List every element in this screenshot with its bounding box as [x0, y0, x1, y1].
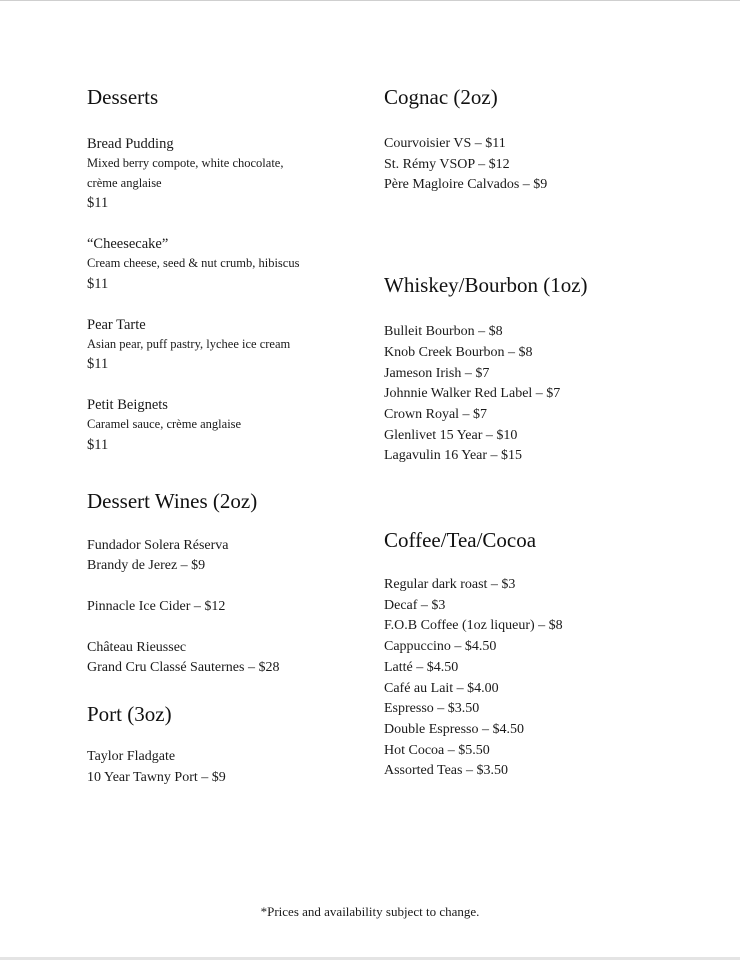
wine-line: Fundador Solera Réserva [87, 537, 229, 553]
wine-line: Grand Cru Classé Sauternes – $28 [87, 660, 280, 676]
dessert-description: Caramel sauce, crème anglaise [87, 417, 242, 431]
dessert-wines-section [87, 488, 367, 680]
cognac-list [384, 134, 684, 196]
cognac-item: Courvoisier VS – $11 [384, 136, 506, 151]
dessert-name: “Cheesecake” [87, 236, 169, 252]
dessert-price: $11 [87, 195, 109, 211]
coffee-item: Hot Cocoa – $5.50 [384, 742, 490, 758]
wine-item [87, 638, 367, 679]
dessert-name: Petit Beignets [87, 397, 168, 413]
wine-item [87, 597, 367, 618]
top-border [0, 0, 740, 1]
whiskey-heading: Whiskey/Bourbon (1oz) [384, 273, 588, 298]
footnote: *Prices and availability subject to change. [260, 904, 480, 919]
whiskey-item: Johnnie Walker Red Label – $7 [384, 386, 561, 402]
dessert-name: Pear Tarte [87, 316, 146, 333]
coffee-item: Decaf – $3 [384, 597, 446, 613]
wine-line: Château Rieussec [87, 639, 187, 655]
dessert-item-cheesecake [87, 234, 367, 294]
dessert-wines-heading: Dessert Wines (2oz) [87, 488, 258, 513]
wine-line: Brandy de Jerez – $9 [87, 558, 206, 574]
coffee-section [384, 527, 684, 782]
dessert-description: Cream cheese, seed & nut crumb, hibiscus [87, 256, 300, 270]
coffee-item: Assorted Teas – $3.50 [384, 763, 508, 779]
wine-line: Pinnacle Ice Cider – $12 [87, 598, 226, 614]
whiskey-item: Knob Creek Bourbon – $8 [384, 344, 533, 360]
coffee-item: F.O.B Coffee (1oz liqueur) – $8 [384, 618, 563, 634]
dessert-description: Mixed berry compote, white chocolate, [87, 156, 284, 170]
dessert-description: Asian pear, puff pastry, lychee ice cream [87, 336, 291, 351]
coffee-item: Cappuccino – $4.50 [384, 639, 497, 655]
wine-item [87, 536, 367, 577]
dessert-item-bread-pudding [87, 134, 367, 213]
dessert-price: $11 [87, 436, 109, 453]
cognac-item: St. Rémy VSOP – $12 [384, 156, 510, 172]
cognac-heading: Cognac (2oz) [384, 85, 498, 109]
cognac-item: Père Magloire Calvados – $9 [384, 177, 548, 193]
coffee-item: Espresso – $3.50 [384, 701, 480, 717]
port-section [87, 701, 367, 788]
left-column [87, 84, 367, 788]
whiskey-item: Bulleit Bourbon – $8 [384, 324, 503, 340]
port-line: 10 Year Tawny Port – $9 [87, 769, 226, 785]
port-line: Taylor Fladgate [87, 749, 176, 765]
coffee-item: Regular dark roast – $3 [384, 577, 516, 593]
dessert-description: crème anglaise [87, 175, 162, 190]
whiskey-section [384, 272, 684, 467]
desserts-heading: Desserts [87, 85, 159, 109]
dessert-price: $11 [87, 275, 109, 292]
right-column [384, 84, 684, 782]
dessert-price: $11 [87, 356, 109, 372]
whiskey-item: Lagavulin 16 Year – $15 [384, 448, 523, 464]
whiskey-item: Crown Royal – $7 [384, 406, 488, 422]
coffee-item: Café au Lait – $4.00 [384, 680, 499, 696]
whiskey-item: Jameson Irish – $7 [384, 365, 490, 381]
desserts-section [87, 84, 367, 455]
dessert-item-pear-tarte [87, 315, 367, 375]
dessert-item-petit-beignets [87, 395, 367, 455]
coffee-heading: Coffee/Tea/Cocoa [384, 528, 537, 553]
dessert-name: Bread Pudding [87, 136, 174, 152]
whiskey-item: Glenlivet 15 Year – $10 [384, 427, 518, 443]
coffee-item: Double Espresso – $4.50 [384, 721, 524, 737]
cognac-section [384, 84, 684, 196]
whiskey-list [384, 322, 684, 467]
port-heading: Port (3oz) [87, 702, 172, 727]
coffee-list [384, 575, 684, 782]
port-item [87, 747, 367, 788]
coffee-item: Latté – $4.50 [384, 659, 459, 675]
